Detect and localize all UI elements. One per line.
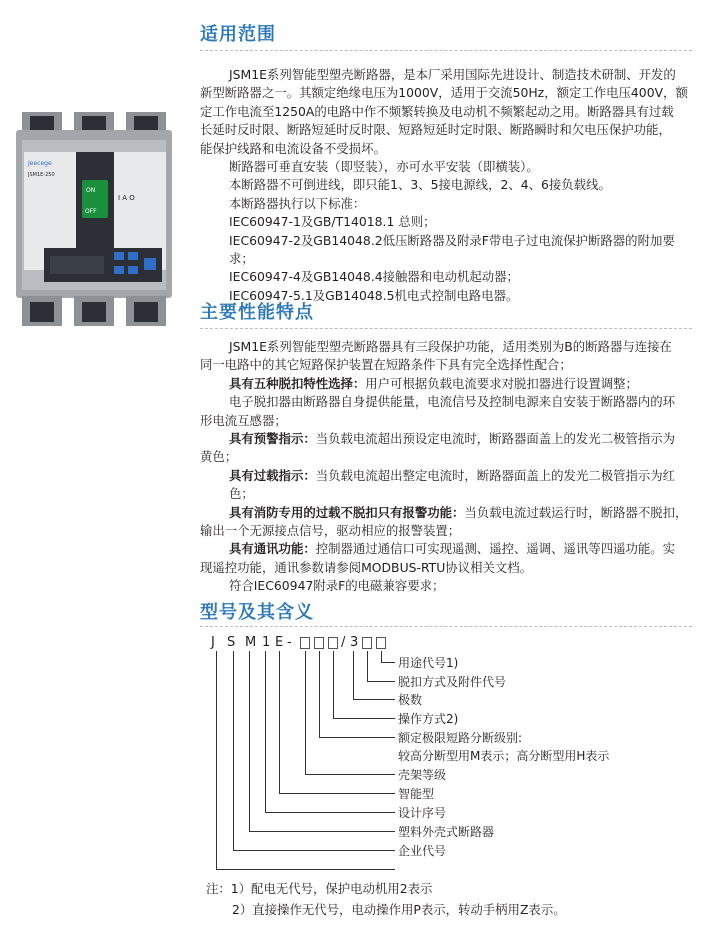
text-line bbox=[200, 540, 698, 558]
leader-line bbox=[333, 651, 334, 718]
leader-line bbox=[279, 651, 280, 793]
leader-line bbox=[216, 651, 217, 869]
note-text: 1）配电无代号，保护电动机用2表示 bbox=[230, 881, 433, 896]
note-prefix: 注： bbox=[206, 881, 231, 896]
code-char: E bbox=[275, 635, 284, 650]
leader-line bbox=[233, 651, 234, 850]
code-label: 脱扣方式及附件代号 bbox=[398, 675, 507, 689]
section-title-scope: 适用范围 bbox=[200, 24, 276, 45]
features-text bbox=[200, 338, 698, 596]
control-key bbox=[144, 258, 156, 270]
text-line: 电子脱扣器由断路器自身提供能量，电流信号及控制电源来自安装于断路器内的环 bbox=[229, 394, 676, 410]
section-title-model: 型号及其含义 bbox=[200, 602, 314, 623]
text-line: 长延时反时限、断路短延时反时限、短路短延时定时限、断路瞬时和欠电压保护功能， bbox=[200, 122, 671, 138]
leader-line bbox=[249, 651, 250, 831]
code-char: S bbox=[227, 635, 236, 650]
text-line: 定工作电流至1250A的电路中作不频繁转换及电动机不频繁起动之用。断路器具有过载 bbox=[200, 103, 674, 119]
code-label: 企业代号 bbox=[398, 844, 447, 858]
code-label: 操作方式2) bbox=[398, 712, 459, 726]
text-line: IEC60947-5.1及GB14048.5机电式控制电路电器。 bbox=[229, 287, 519, 303]
text-line: 符合IEC60947附录F的电磁兼容要求； bbox=[229, 578, 445, 594]
text-line: JSM1E系列智能型塑壳断路器具有三段保护功能，适用类别为B的断路器与连接在 bbox=[229, 339, 672, 354]
leader-line bbox=[367, 681, 395, 682]
leader-line bbox=[381, 662, 395, 663]
scope-text bbox=[200, 66, 698, 305]
code-label: 智能型 bbox=[398, 787, 435, 801]
control-key bbox=[114, 252, 124, 260]
text-line: JSM1E系列智能型塑壳断路器，是本厂采用国际先进设计、制造技术研制、开发的 bbox=[229, 67, 676, 82]
bold-lead: 具有消防专用的过载不脱扣只有报警功能： bbox=[229, 504, 465, 520]
text-rest: 控制器通过通信口可实现遥测、遥控、遥调、遥讯等四遥功能。实 bbox=[315, 541, 676, 557]
text-line bbox=[200, 467, 698, 504]
code-label: 用途代号1) bbox=[398, 656, 459, 670]
leader-line bbox=[319, 737, 395, 738]
text-rest: 当负载电流超出整定电流时，断路器面盖上的发光二极管指示为红色； bbox=[229, 467, 676, 502]
divider bbox=[200, 50, 692, 51]
leader-line bbox=[353, 651, 354, 699]
note-line-1 bbox=[206, 879, 432, 897]
code-label: 壳架等级 bbox=[398, 768, 447, 782]
text-line bbox=[200, 375, 698, 393]
bold-lead: 具有过载指示： bbox=[229, 467, 316, 483]
text-line: IEC60947-1及GB/T14018.1 总则； bbox=[229, 214, 436, 230]
text-rest: 当负载电流过载运行时，断路器不脱扣， bbox=[464, 504, 688, 520]
leader-line bbox=[353, 699, 395, 700]
bold-lead: 具有通讯功能： bbox=[229, 541, 316, 557]
circuit-breaker-image bbox=[14, 110, 174, 328]
text-line: 现遥控功能，通讯参数请参阅MODBUS-RTU协议相关文档。 bbox=[200, 559, 533, 575]
code-char: / bbox=[341, 635, 346, 650]
leader-line bbox=[265, 812, 395, 813]
leader-line bbox=[233, 850, 395, 851]
text-line bbox=[200, 430, 698, 448]
code-char: M bbox=[245, 635, 257, 650]
section-title-features: 主要性能特点 bbox=[200, 302, 314, 323]
divider bbox=[200, 626, 692, 627]
code-label: 极数 bbox=[398, 693, 423, 707]
code-label: 额定极限短路分断级别: bbox=[398, 731, 523, 745]
text-line: IEC60947-2及GB14048.2低压断路器及附录F带电子过电流保护断路器的附加要求； bbox=[229, 232, 675, 267]
leader-line bbox=[367, 651, 368, 681]
control-key bbox=[128, 252, 138, 260]
text-rest: 用户可根据负载电流要求对脱扣器进行设置调整； bbox=[365, 375, 638, 391]
control-key bbox=[114, 266, 124, 274]
leader-line bbox=[216, 869, 395, 870]
code-label: 设计序号 bbox=[398, 806, 447, 820]
text-line: IEC60947-4及GB14048.4接触器和电动机起动器； bbox=[229, 269, 519, 285]
code-char: 1 bbox=[262, 635, 271, 650]
control-key bbox=[128, 266, 138, 274]
code-box bbox=[328, 637, 338, 649]
text-line: 同一电路中的其它短路保护装置在短路条件下具有完全选择性配合； bbox=[200, 357, 572, 373]
note-line-2: 2）直接操作无代号，电动操作用P表示，转动手柄用Z表示。 bbox=[232, 902, 566, 917]
text-line bbox=[200, 504, 698, 522]
code-char: J bbox=[211, 635, 215, 650]
code-box bbox=[300, 637, 310, 649]
code-label: 较高分断型用M表示；高分断型用H表示 bbox=[398, 749, 610, 763]
code-box bbox=[376, 637, 386, 649]
text-line: 黄色； bbox=[200, 449, 238, 465]
code-char: 3 bbox=[350, 635, 359, 650]
divider bbox=[200, 328, 692, 329]
leader-line bbox=[305, 774, 395, 775]
leader-line bbox=[381, 651, 382, 662]
text-line: 形电流互感器； bbox=[200, 412, 287, 428]
leader-line bbox=[333, 718, 395, 719]
text-line: 断路器可垂直安装（即竖装），亦可水平安装（即横装）。 bbox=[229, 159, 539, 175]
off-label: OFF bbox=[85, 208, 97, 215]
model-text: JSM1E-250 bbox=[28, 172, 55, 178]
iao-label: I A O bbox=[118, 194, 135, 202]
bold-lead: 具有预警指示： bbox=[229, 431, 316, 447]
text-line: 新型断路器之一。其额定绝缘电压为1000V，适用于交流50Hz，额定工作电压400V，额 bbox=[200, 85, 688, 101]
code-box bbox=[362, 637, 372, 649]
leader-line bbox=[279, 793, 395, 794]
code-label: 塑料外壳式断路器 bbox=[398, 825, 495, 839]
text-rest: 当负载电流超出预设定电流时，断路器面盖上的发光二极管指示为 bbox=[315, 431, 676, 447]
text-line: 输出一个无源接点信号，驱动相应的报警装置； bbox=[200, 523, 461, 539]
leader-line bbox=[265, 651, 266, 812]
brand-text: Jeecege bbox=[28, 160, 52, 167]
code-char: - bbox=[287, 635, 292, 650]
leader-line bbox=[305, 651, 306, 774]
leader-line bbox=[249, 831, 395, 832]
text-line: 本断路器执行以下标准： bbox=[229, 195, 366, 211]
code-box bbox=[314, 637, 324, 649]
leader-line bbox=[319, 651, 320, 737]
text-line: 能保护线路和电流设备不受损坏。 bbox=[200, 140, 386, 156]
on-label: ON bbox=[86, 187, 96, 194]
text-line: 本断路器不可倒进线，即只能1、3、5接电源线，2、4、6接负载线。 bbox=[229, 177, 611, 193]
bold-lead: 具有五种脱扣特性选择： bbox=[229, 375, 366, 391]
